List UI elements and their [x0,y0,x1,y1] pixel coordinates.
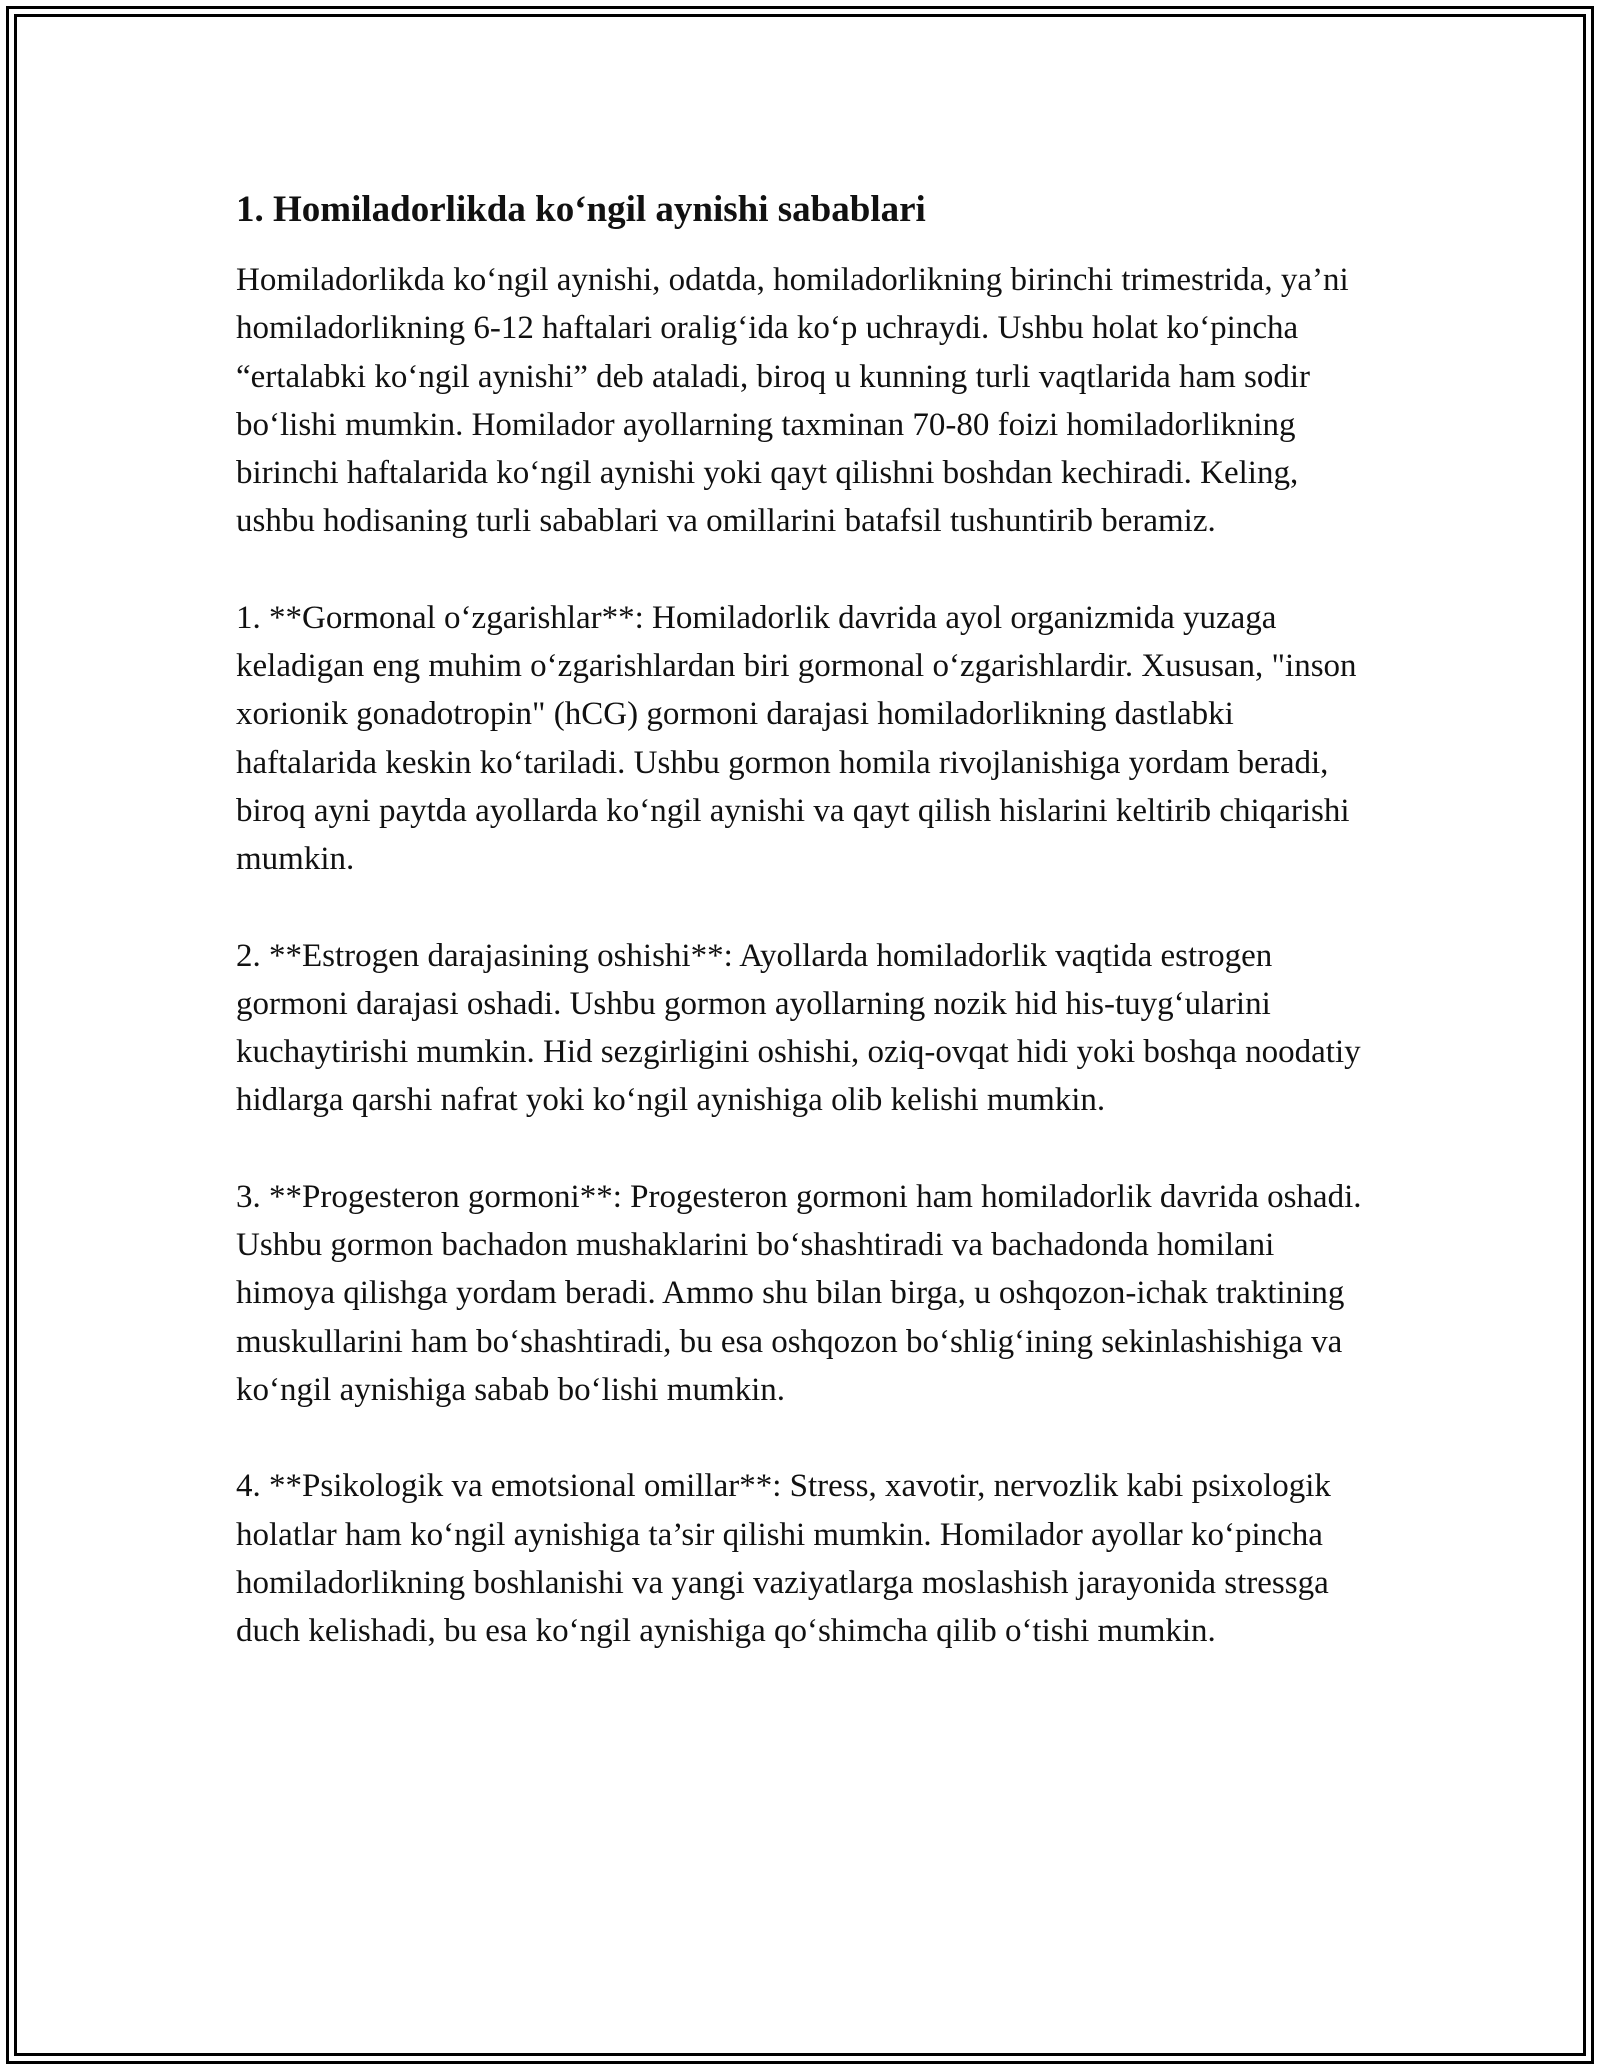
psychological-factors-paragraph: 4. **Psikologik va emotsional omillar**: Stress, xavotir, nervozlik kabi psixologik holatlar ham ko‘ngil aynishiga ta’sir qilishi mumkin. Homilador ayollar ko‘pincha homiladorlikning boshlanishi va yangi vaziyatlarga moslashish jarayonida stressga duch kelishadi, bu esa ko‘ngil aynishiga qo‘shimcha qilib o‘tishi mumkin. [236,1468,1331,1650]
intro-paragraph: Homiladorlikda ko‘ngil aynishi, odatda, homiladorlikning birinchi trimestrida, ya’ni homiladorlikning 6-12 haftalari oralig‘ida ko‘p uchraydi. Ushbu holat ko‘pincha “ertalabki ko‘ngil aynishi” deb ataladi, biroq u kunning turli vaqtlarida ham sodir bo‘lishi mumkin. Homilador ayollarning taxminan 70-80 foizi homiladorlikning birinchi haftalarida ko‘ngil aynishi yoki qayt qilishni boshdan kechiradi. Keling, ushbu hodisaning turli sabablari va omillarini batafsil tushuntirib beramiz. [236,262,1349,540]
document-body [236,186,1364,1703]
document-title: 1. Homiladorlikda ko‘ngil aynishi sabablari [236,189,926,230]
hormonal-changes-paragraph: 1. **Gormonal o‘zgarishlar**: Homiladorlik davrida ayol organizmida yuzaga keladigan eng muhim o‘zgarishlardan biri gormonal o‘zgarishlardir. Xususan, "inson xorionik gonadotropin" (hCG) gormoni darajasi homiladorlikning dastlabki haftalarida keskin ko‘tariladi. Ushbu gormon homila rivojlanishiga yordam beradi, biroq ayni paytda ayollarda ko‘ngil aynishi va qayt qilish hislarini keltirib chiqarishi mumkin. [236,599,1357,878]
progesterone-paragraph: 3. **Progesteron gormoni**: Progesteron gormoni ham homiladorlik davrida oshadi. Ushbu gormon bachadon mushaklarini bo‘shashtiradi va bachadonda homilani himoya qilishga yordam beradi. Ammo shu bilan birga, u oshqozon-ichak traktining muskullarini ham bo‘shashtiradi, bu esa oshqozon bo‘shlig‘ining sekinlashishiga va ko‘ngil aynishiga sabab bo‘lishi mumkin. [236,1178,1362,1408]
estrogen-paragraph: 2. **Estrogen darajasining oshishi**: Ayollarda homiladorlik vaqtida estrogen gormoni darajasi oshadi. Ushbu gormon ayollarning nozik hid his-tuyg‘ularini kuchaytirishi mumkin. Hid sezgirligini oshishi, oziq-ovqat hidi yoki boshqa noodatiy hidlarga qarshi nafrat yoki ko‘ngil aynishiga olib kelishi mumkin. [236,937,1361,1119]
